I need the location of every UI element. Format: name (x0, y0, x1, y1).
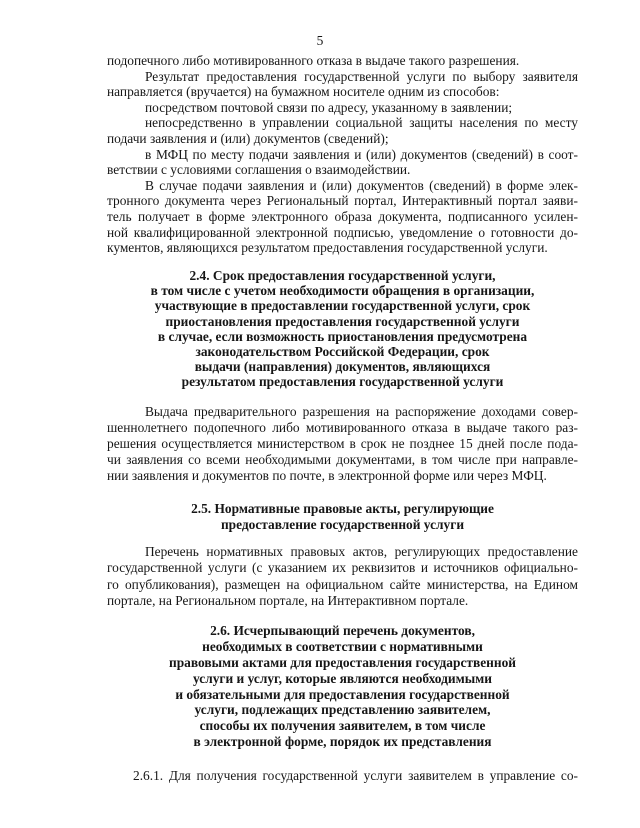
body-text-line: В случае подачи заявления и (или) документов (сведений) в форме элек- (145, 177, 578, 193)
continued-text-block (107, 53, 578, 256)
body-text-line: Выдача предварительного разрешения на распоряжение доходами совер- (145, 404, 578, 419)
heading-line: выдачи (направления) документов, являющихся (194, 359, 491, 375)
body-text-line: Результат предоставления государственной услуги по выбору заявителя (145, 68, 578, 84)
item-2-6-1-paragraph (107, 768, 578, 784)
heading-line: в случае, если возможность приостановления предусмотрена (157, 328, 528, 344)
body-text-line: посредством почтовой связи по адресу, указанному в заявлении; (145, 99, 513, 115)
body-text-line: Перечень нормативных правовых актов, регулирующих предоставление (145, 544, 578, 559)
body-text-line: тронного документа через Региональный портал, Интерактивный портал заяви- (107, 193, 578, 209)
heading-line: предоставление государственной услуги (220, 517, 465, 532)
heading-line: услуги и услуг, которые являются необходимыми (192, 670, 492, 686)
heading-line: услуги, подлежащих представлению заявителем, (194, 702, 491, 718)
section-2-5-paragraph (107, 544, 578, 609)
section-heading-2-4 (107, 268, 578, 390)
heading-line: результатом предоставления государственной услуги (181, 374, 504, 390)
section-2-4-paragraph (107, 404, 578, 484)
body-text-line: в МФЦ по месту подачи заявления и (или) документов (сведений) в соот- (145, 146, 578, 162)
body-text-line: направляется (вручается) на бумажном носителе одним из способов: (107, 84, 500, 100)
body-text-line: нии заявления и документов по почте, в электронной форме или через МФЦ. (107, 468, 547, 483)
body-text-line: государственной услуги (с указанием их реквизитов и источников официально- (107, 560, 578, 576)
heading-line: 2.6. Исчерпывающий перечень документов, (210, 623, 475, 638)
heading-line: приостановления предоставления государственной услуги (165, 313, 520, 329)
body-text-line: решения осуществляется министерством в срок не позднее 15 дней после пода- (107, 436, 578, 451)
heading-line: правовыми актами для предоставления государственной (169, 654, 516, 670)
body-text-line: кументов, являющихся результатом предоставления государственной услуги. (107, 240, 548, 256)
body-text-line: го опубликования), размещен на официальном сайте министерства, на Едином (107, 576, 578, 592)
body-text-line: тель получает в форме электронного образа документа, подписанного усилен- (107, 208, 578, 224)
section-heading-2-5 (107, 501, 578, 533)
heading-line: в том числе с учетом необходимости обращения в организации, (150, 283, 535, 299)
body-text-line: ветствии с условиями соглашения о взаимодействии. (107, 162, 411, 178)
heading-line: участвующие в предоставлении государственной услуги, срок (154, 298, 531, 314)
body-text-line: чи заявления со всеми необходимыми документами, в том числе при направле- (107, 452, 578, 467)
heading-line: законодательством Российской Федерации, срок (195, 343, 490, 359)
body-text-line: 2.6.1. Для получения государственной услуги заявителем в управление со- (133, 768, 578, 783)
body-text-line: подачи заявления и (или) документов (сведений); (107, 130, 389, 146)
body-text-line: ной квалифицированной электронной подписью, уведомление о готовности до- (107, 224, 578, 240)
body-text-line: портале, на Региональном портале, на Интерактивном портале. (107, 592, 469, 608)
heading-line: 2.5. Нормативные правовые акты, регулирующие (191, 501, 494, 516)
section-heading-2-6 (107, 623, 578, 750)
body-text-line: шеннолетнего подопечного либо мотивированного отказа в выдаче такого раз- (107, 420, 578, 435)
heading-line: способы их получения заявителем, в том числе (199, 718, 486, 734)
body-text-line: подопечного либо мотивированного отказа в выдаче такого разрешения. (107, 53, 520, 68)
body-text-line: непосредственно в управлении социальной защиты населения по месту (145, 115, 578, 131)
heading-line: необходимых в соответствии с нормативными (202, 638, 483, 654)
page-number: 5 (316, 33, 324, 48)
heading-line: и обязательными для предоставления государственной (175, 686, 510, 702)
heading-line: в электронной форме, порядок их представления (193, 734, 492, 750)
heading-line: 2.4. Срок предоставления государственной услуги, (189, 268, 496, 283)
